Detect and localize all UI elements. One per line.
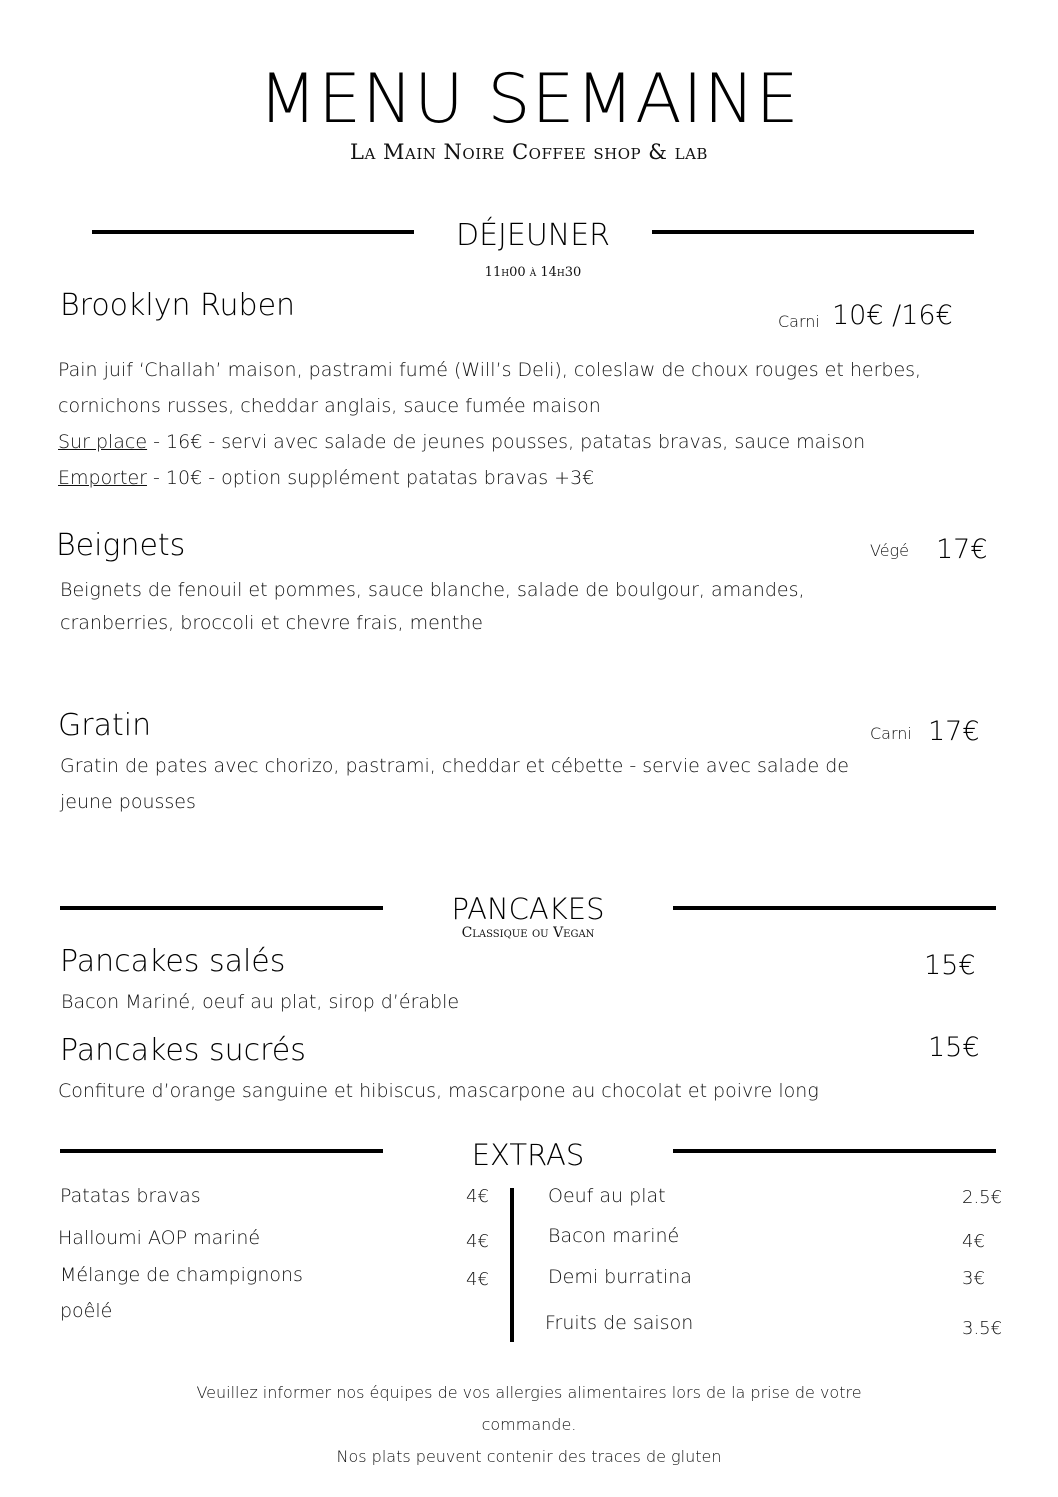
dish-tag: Carni <box>870 724 912 743</box>
extra-name: Mélange de champignons <box>60 1264 303 1286</box>
section-title-pancakes: PANCAKES <box>451 892 605 926</box>
page-title: MENU SEMAINE <box>258 60 800 139</box>
dish-name: Brooklyn Ruben <box>60 288 296 323</box>
dish-price: 17€ <box>928 716 980 747</box>
footer-line: Nos plats peuvent contenir des traces de gluten <box>336 1447 722 1466</box>
extra-price: 3.5€ <box>962 1318 1003 1339</box>
section-title-dejeuner: DÉJEUNER <box>455 218 611 253</box>
extra-price: 3€ <box>962 1268 985 1289</box>
section-hours: 11h00 à 14h30 <box>484 265 582 280</box>
extra-name: Demi burratina <box>548 1266 692 1288</box>
extra-price: 4€ <box>466 1186 489 1207</box>
footer-line: Veuillez informer nos équipes de vos allergies alimentaires lors de la prise de votre <box>196 1383 862 1402</box>
pancake-price: 15€ <box>928 1032 980 1063</box>
dish-price: 17€ <box>936 534 988 565</box>
pancake-description: Bacon Mariné, oeuf au plat, sirop d’érable <box>61 991 460 1013</box>
extra-name: Patatas bravas <box>60 1185 201 1207</box>
desc-line: cornichons russes, cheddar anglais, sauce fumée maison <box>58 395 601 417</box>
extra-name: Bacon mariné <box>548 1225 680 1247</box>
section-rule-left <box>60 906 383 910</box>
desc-line: jeune pousses <box>60 791 196 813</box>
desc-line: Beignets de fenouil et pommes, sauce blanche, salade de boulgour, amandes, <box>60 579 805 601</box>
section-title-extras: EXTRAS <box>471 1138 585 1172</box>
option-label: Sur place <box>58 431 148 453</box>
option-emporter <box>58 460 1018 496</box>
desc-line: Pain juif ‘Challah’ maison, pastrami fumé (Will’s Deli), coleslaw de choux rouges et herbes, <box>58 359 922 381</box>
pancake-name: Pancakes sucrés <box>60 1033 306 1068</box>
dish-price: 10€ /16€ <box>832 300 953 331</box>
extra-price: 4€ <box>466 1231 489 1252</box>
dish-name: Beignets <box>56 528 186 563</box>
dish-description <box>58 352 1018 496</box>
extra-name-continued: poêlé <box>60 1300 113 1322</box>
section-subtitle: Classique ou Vegan <box>461 925 595 941</box>
extra-price: 2.5€ <box>962 1187 1003 1208</box>
column-divider <box>510 1188 514 1342</box>
extra-name: Fruits de saison <box>545 1312 694 1334</box>
pancake-name: Pancakes salés <box>60 944 286 979</box>
section-rule-right <box>673 1149 996 1153</box>
extra-price: 4€ <box>466 1269 489 1290</box>
pancake-price: 15€ <box>924 950 976 981</box>
dish-name: Gratin <box>58 708 152 743</box>
section-rule-right <box>673 906 996 910</box>
dish-tag: Carni <box>778 312 820 331</box>
pancake-description: Confiture d’orange sanguine et hibiscus, mascarpone au chocolat et poivre long <box>58 1080 819 1102</box>
footer-line: commande. <box>481 1415 577 1434</box>
option-text: - 16€ - servi avec salade de jeunes pousses, patatas bravas, sauce maison <box>147 431 866 453</box>
page-subtitle: La Main Noire Coffee shop & lab <box>350 140 708 164</box>
section-rule-left <box>60 1149 383 1153</box>
dish-description <box>60 574 1000 640</box>
section-rule-left <box>92 230 414 234</box>
allergy-notice <box>0 1377 1058 1473</box>
option-label: Emporter <box>58 467 147 489</box>
dish-description <box>60 748 1000 820</box>
option-sur-place <box>58 424 1018 460</box>
option-text: - 10€ - option supplément patatas bravas +3€ <box>146 467 595 489</box>
section-rule-right <box>652 230 974 234</box>
dish-tag: Végé <box>870 541 909 560</box>
desc-line: Gratin de pates avec chorizo, pastrami, cheddar et cébette - servie avec salade de <box>60 755 849 777</box>
extra-price: 4€ <box>962 1231 985 1252</box>
extra-name: Oeuf au plat <box>548 1185 666 1207</box>
desc-line: cranberries, broccoli et chevre frais, menthe <box>60 612 484 634</box>
extra-name: Halloumi AOP mariné <box>58 1227 261 1249</box>
